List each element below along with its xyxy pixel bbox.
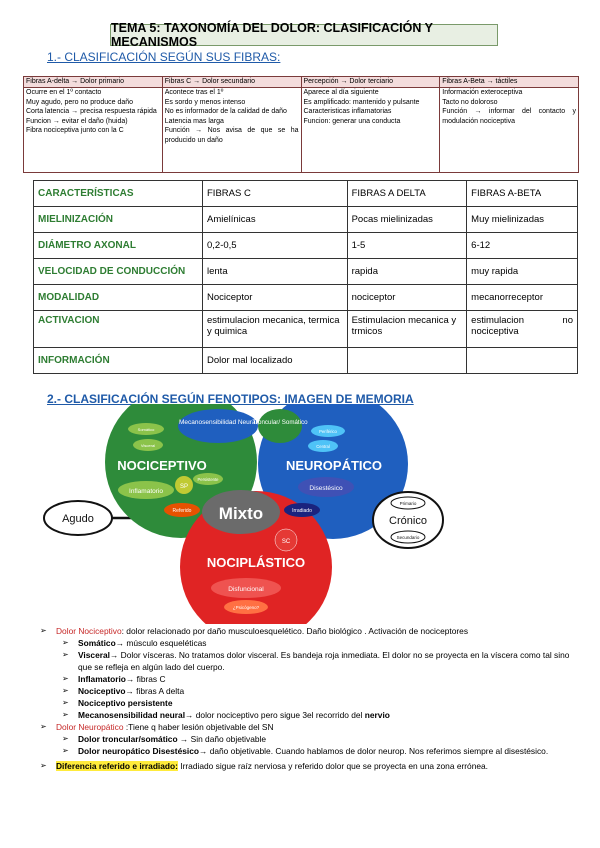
disestesico-label: Disestésico [309, 485, 343, 492]
neuropatico-label: NEUROPÁTICO [285, 458, 383, 473]
agudo-label: Agudo [62, 513, 94, 525]
fibers-line: Acontece tras el 1º [164, 89, 224, 96]
table-row [34, 181, 578, 207]
fibers-line: Función → informar del contacto y modulación nociceptiva [442, 108, 576, 125]
characteristics-table [33, 180, 578, 374]
mecanosensibilidad-oval [178, 409, 258, 443]
mixto-label: Mixto [218, 504, 264, 523]
list-item [40, 697, 585, 709]
table-cell: FIBRAS A DELTA [347, 181, 467, 207]
list-item [40, 709, 585, 721]
fibers-line: Función → Nos avisa de que se ha producido un daño [164, 127, 299, 144]
table-cell: Estimulacion mecanica y trmicos [347, 311, 467, 348]
table-cell: Nociceptor [203, 285, 348, 311]
row-key: INFORMACIÓN [34, 348, 203, 374]
table-cell: nociceptor [347, 285, 467, 311]
fibers-table [23, 76, 579, 173]
bullet-text: → músculo esqueléticas [115, 638, 207, 648]
table-cell: mecanorreceptor [467, 285, 578, 311]
row-key: DIÁMETRO AXONAL [34, 233, 203, 259]
central-label: Central [316, 444, 330, 449]
notes-list [40, 625, 585, 772]
visceral-label: Visceral [140, 443, 156, 448]
bullet-label: Visceral [78, 650, 110, 660]
fibers-line: Ocurre en el 1º contacto [26, 89, 102, 96]
fibers-line: Corta latencia → precisa respuesta rápida [26, 108, 157, 115]
fibers-line: No es informador de la calidad de daño [164, 108, 287, 115]
fibers-line: Fibra nociceptiva junto con la C [26, 127, 124, 134]
troncular-oval [258, 409, 302, 443]
list-item [40, 760, 585, 772]
fibers-line: Latencia mas larga [164, 117, 224, 125]
fibers-line: Es amplificado: mantenido y pulsante [303, 98, 420, 106]
fibers-line: Funcion → evitar el daño (huida) [26, 117, 128, 125]
fibers-line: Es sordo y menos intenso [164, 98, 246, 106]
table-row [34, 348, 578, 374]
table-cell: 1-5 [347, 233, 467, 259]
fibers-line: Muy agudo, pero no produce daño [26, 98, 134, 106]
section-heading-phenotypes: 2.- CLASIFICACIÓN SEGÚN FENOTIPOS: IMAGEN DE MEMORIA [47, 392, 414, 406]
fibers-line: Funcion: generar una conducta [303, 117, 401, 125]
fibers-header-adelta: Fibras A-delta → Dolor primario [24, 77, 163, 88]
sp-label: SP [179, 484, 189, 490]
fibers-header-abeta: Fibras A-Beta → táctiles [440, 77, 579, 88]
bullet-label: Dolor troncular/somático [78, 734, 178, 744]
table-cell [347, 348, 467, 374]
bullet-text: → dolor nociceptivo pero sigue 3el recorrido del [185, 710, 365, 720]
bullet-text: → Sin daño objetivable [177, 734, 267, 744]
psicogeno-label: ¿Psicógeno? [232, 605, 260, 610]
fibers-line: Información exteroceptiva [442, 89, 523, 96]
table-row [34, 207, 578, 233]
row-key: ACTIVACION [34, 311, 203, 348]
mecano-label: Mecanosensibilidad Neural [178, 419, 258, 426]
table-cell: FIBRAS C [203, 181, 348, 207]
fibers-line: Caracteristicas inflamatorias [303, 108, 392, 115]
table-cell: 0,2-0,5 [203, 233, 348, 259]
bullet-label: Dolor Nociceptivo [56, 626, 122, 636]
fibers-cell-abeta [440, 88, 579, 173]
row-key: MIELINIZACIÓN [34, 207, 203, 233]
table-cell [467, 348, 578, 374]
table-cell: lenta [203, 259, 348, 285]
list-item [40, 649, 585, 673]
bullet-text: :Tiene q haber lesión objetivable del SN [123, 722, 274, 732]
list-item [40, 745, 585, 757]
bullet-text: → daño objetivable. Cuando hablamos de dolor neurop. Nos referimos siempre al disestésico. [199, 746, 549, 756]
somatico-label: Somático [137, 427, 155, 432]
cronico-label: Crónico [389, 515, 427, 527]
referido-label: Referido [172, 508, 192, 514]
list-item [40, 685, 585, 697]
row-key: VELOCIDAD DE CONDUCCIÓN [34, 259, 203, 285]
sc-label: SC [281, 539, 291, 545]
bullet-label: Dolor neuropático Disestésico [78, 746, 199, 756]
bullet-text: : dolor relacionado por daño musculoesquelético. Daño biológico . Activación de nociceptores [121, 626, 469, 636]
fibers-cell-percepcion [301, 88, 440, 173]
fibers-cell-c [162, 88, 301, 173]
periferico-label: Periférico [319, 429, 337, 434]
persistente-label: Persistente [197, 477, 219, 482]
fibers-header-percepcion: Percepción → Dolor terciario [301, 77, 440, 88]
table-cell: 6-12 [467, 233, 578, 259]
bullet-text: → fibras A delta [125, 686, 185, 696]
table-row [34, 311, 578, 348]
table-cell: estimulacion mecanica, termica y quimica [203, 311, 348, 348]
troncular-label: Troncular/ Somático [252, 419, 308, 426]
list-item [40, 733, 585, 745]
row-key: CARACTERÍSTICAS [34, 181, 203, 207]
page-title: TEMA 5: TAXONOMÍA DEL DOLOR: CLASIFICACIÓN Y MECANISMOS [110, 24, 498, 46]
list-item [40, 625, 585, 637]
nociplastico-label: NOCIPLÁSTICO [206, 555, 306, 570]
bullet-text: → Dolor vísceras. No tratamos dolor visceral. Es bandeja roja inmediata. El dolor no se proyecta en la víscera como tal sino que se refleja en algún lado del cuerpo. [78, 650, 570, 672]
bullet-bold: nervio [364, 710, 390, 720]
bullet-label: Inflamatorio [78, 674, 126, 684]
secundario-label: Secundario [396, 535, 420, 540]
table-cell: muy rapida [467, 259, 578, 285]
bullet-label: Somático [78, 638, 116, 648]
table-row [34, 285, 578, 311]
list-item [40, 637, 585, 649]
fibers-cell-adelta [24, 88, 163, 173]
table-row [34, 259, 578, 285]
fibers-header-c: Fibras C → Dolor secundario [162, 77, 301, 88]
bullet-label: Mecanosensibilidad neural [78, 710, 186, 720]
table-cell: rapida [347, 259, 467, 285]
bullet-label: Nociceptivo persistente [78, 698, 173, 708]
fibers-line: Aparece al día siguiente [303, 89, 379, 96]
list-item [40, 721, 585, 733]
bullet-text: → fibras C [125, 674, 166, 684]
table-cell: Pocas mielinizadas [347, 207, 467, 233]
phenotype-diagram [36, 404, 566, 624]
table-cell: Muy mielinizadas [467, 207, 578, 233]
bullet-label: Diferencia referido e irradiado: [56, 761, 178, 771]
bullet-label: Nociceptivo [78, 686, 126, 696]
bullet-text: Irradiado sigue raíz nerviosa y referido dolor que se proyecta en una zona errónea. [177, 761, 489, 771]
nociceptivo-label: NOCICEPTIVO [117, 458, 207, 473]
fibers-line: Tacto no doloroso [442, 98, 498, 106]
table-cell: estimulacion no nociceptiva [467, 311, 578, 348]
list-item [40, 673, 585, 685]
inflamatorio-label: Inflamatorio [129, 488, 163, 495]
disfuncional-label: Disfuncional [228, 586, 264, 593]
table-cell: Dolor mal localizado [203, 348, 348, 374]
primario-label: Primario [399, 501, 417, 506]
table-cell: Amielínicas [203, 207, 348, 233]
row-key: MODALIDAD [34, 285, 203, 311]
section-heading-fibers: 1.- CLASIFICACIÓN SEGÚN SUS FIBRAS: [47, 50, 281, 64]
bullet-label: Dolor Neuropático [56, 722, 124, 732]
table-cell: FIBRAS A-BETA [467, 181, 578, 207]
table-row [34, 233, 578, 259]
irradiado-label: Irradiado [292, 508, 312, 514]
